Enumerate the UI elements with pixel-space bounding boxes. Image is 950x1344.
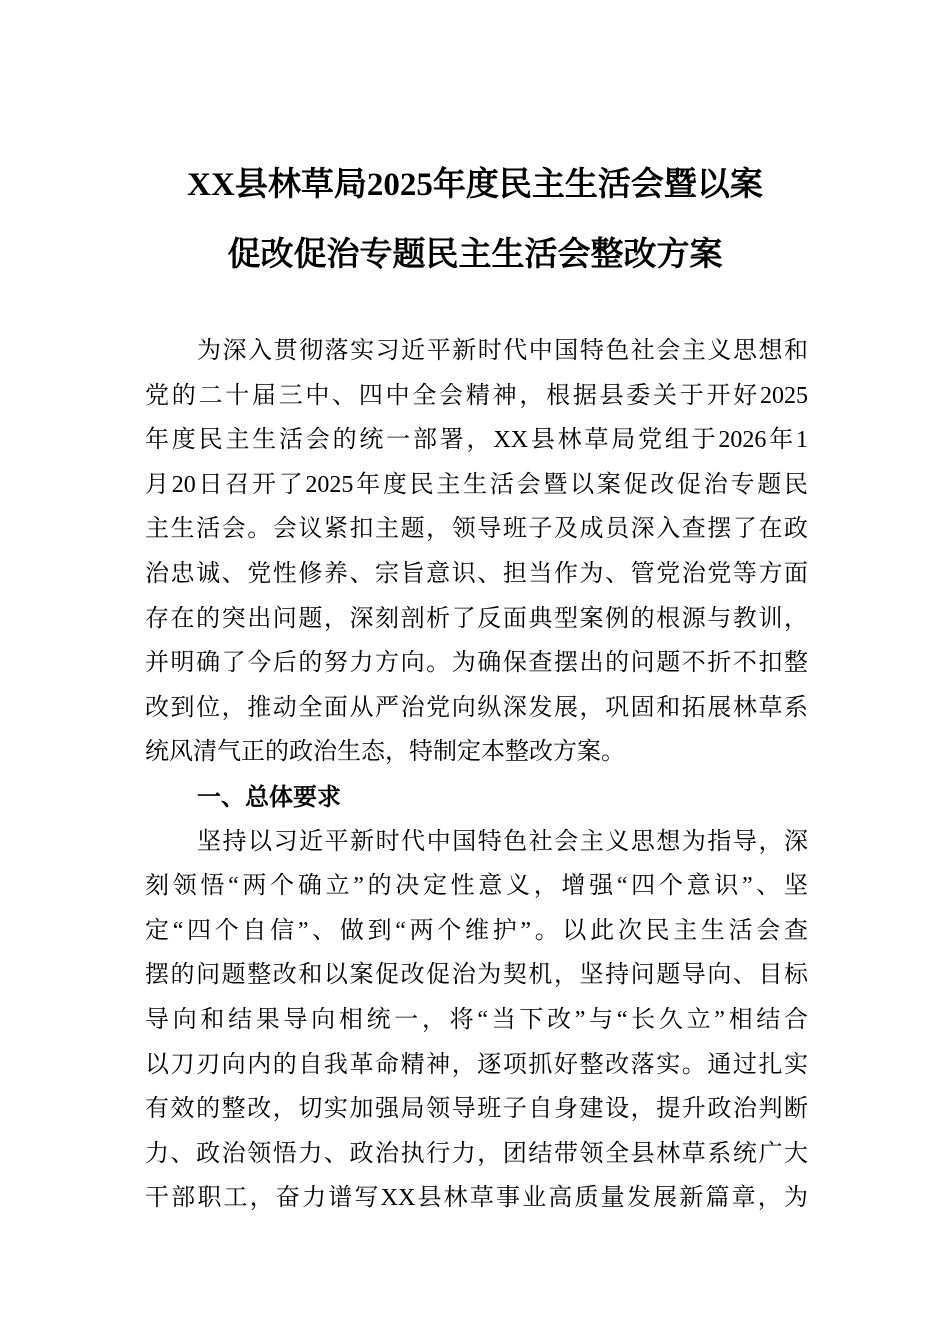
document-body (145, 331, 808, 1223)
intro-line: 主生活会。会议紧扣主题，领导班子及成员深入查摆了在政 (145, 516, 808, 543)
intro-line: 为深入贯彻落实习近平新时代中国特色社会主义思想和 (197, 338, 808, 364)
intro-line: 年度民主生活会的统一部署，XX县林草局党组于2026年1 (145, 427, 808, 454)
intro-line: 存在的突出问题，深刻剖析了反面典型案例的根源与教训， (145, 605, 808, 632)
intro-line: 月20日召开了2025年度民主生活会暨以案促改促治专题民 (145, 471, 808, 498)
section-line: 有效的整改，切实加强局领导班子自身建设，提升政治判断 (145, 1096, 808, 1123)
section-heading: 一、总体要求 (197, 782, 341, 811)
section-line: 刻领悟“两个确立”的决定性意义，增强“四个意识”、坚 (145, 873, 808, 900)
section-line: 坚持以习近平新时代中国特色社会主义思想为指导，深 (197, 828, 808, 855)
document-title-line-2: 促改促治专题民主生活会整改方案 (227, 237, 723, 273)
intro-line: 党的二十届三中、四中全会精神，根据县委关于开好2025 (145, 382, 808, 409)
intro-line: 统风清气正的政治生态，特制定本整改方案。 (145, 739, 625, 766)
section-line: 以刀刃向内的自我革命精神，逐项抓好整改落实。通过扎实 (145, 1051, 808, 1078)
section-line: 定“四个自信”、做到“两个维护”。以此次民主生活会查 (145, 917, 808, 944)
intro-line: 并明确了今后的努力方向。为确保查摆出的问题不折不扣整 (145, 650, 808, 677)
section-line: 导向和结果导向相统一，将“当下改”与“长久立”相结合 (145, 1006, 808, 1033)
document-title-line-1: XX县林草局2025年度民主生活会暨以案 (187, 167, 763, 203)
section-line: 干部职工，奋力谱写XX县林草事业高质量发展新篇章，为 (145, 1185, 808, 1212)
intro-line: 治忠诚、党性修养、宗旨意识、担当作为、管党治党等方面 (145, 560, 808, 587)
intro-line: 改到位，推动全面从严治党向纵深发展，巩固和拓展林草系 (145, 694, 808, 721)
section-line: 摆的问题整改和以案促改促治为契机，坚持问题导向、目标 (145, 962, 808, 989)
section-line: 力、政治领悟力、政治执行力，团结带领全县林草系统广大 (145, 1140, 808, 1167)
